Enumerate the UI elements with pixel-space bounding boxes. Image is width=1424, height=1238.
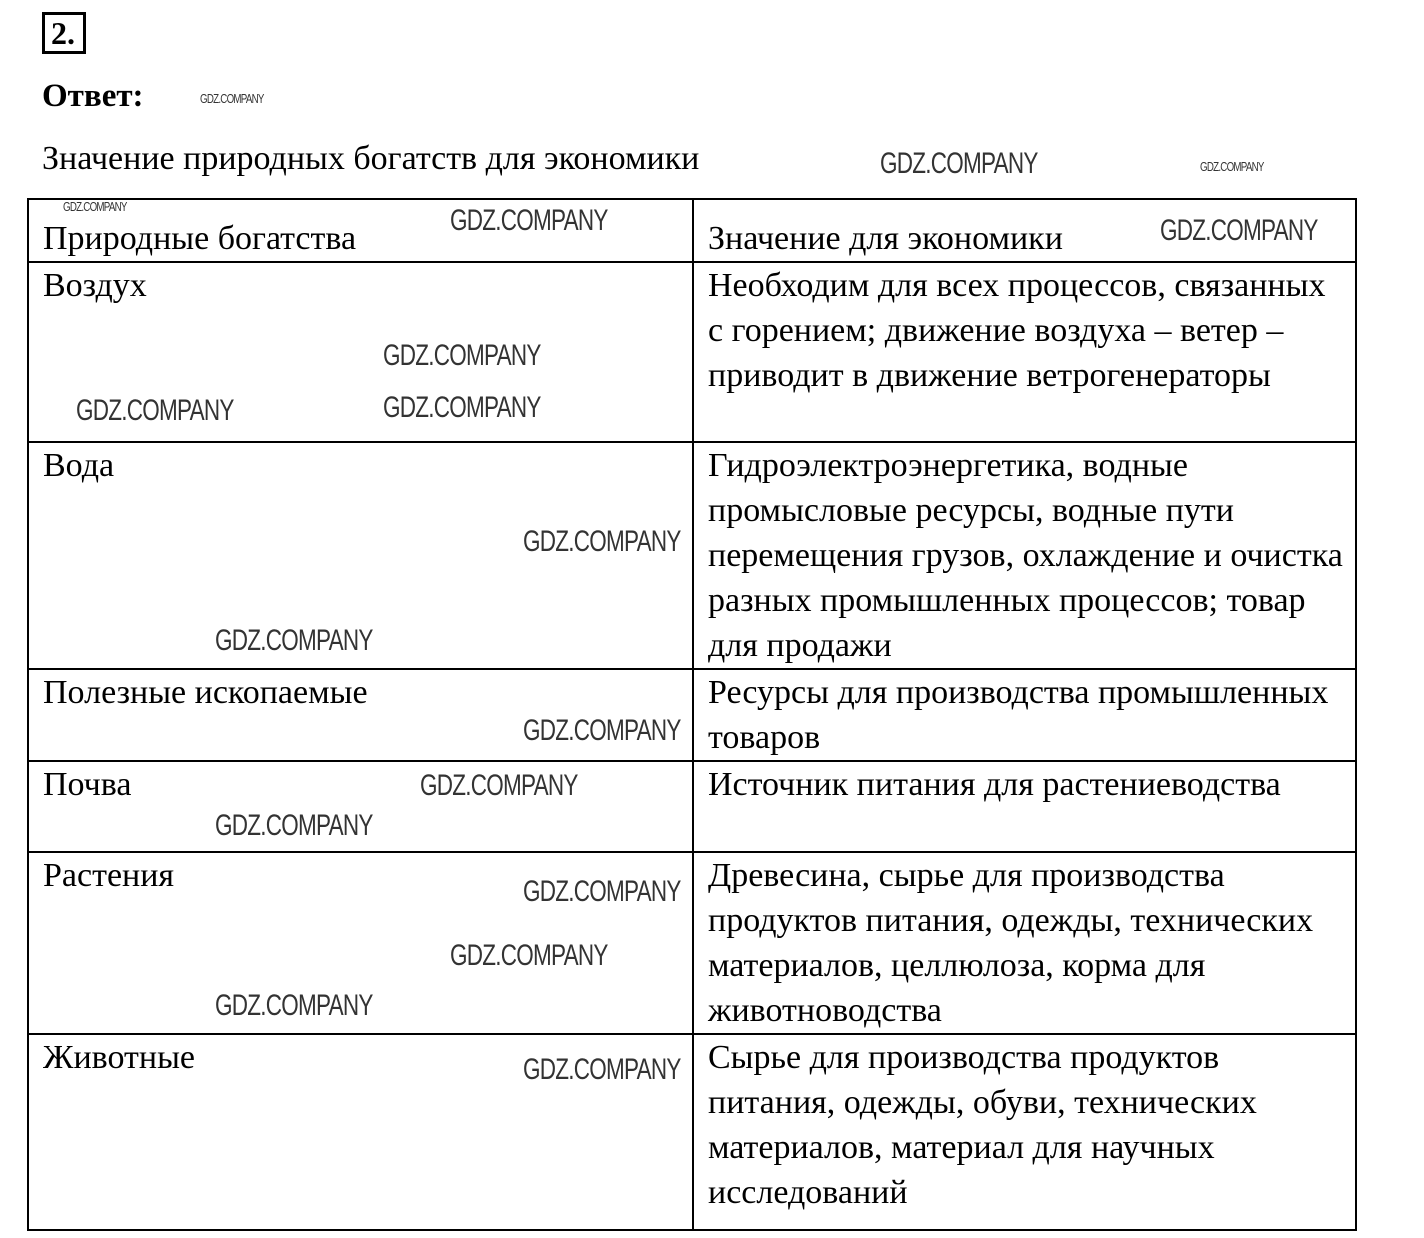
watermark: GDZ.COMPANY	[76, 394, 234, 427]
table-row	[28, 442, 1356, 669]
value-cell: Источник питания для растениеводства	[693, 761, 1356, 852]
table-row	[28, 1034, 1356, 1230]
watermark: GDZ.COMPANY	[450, 204, 608, 237]
watermark: GDZ.COMPANY	[63, 199, 127, 214]
answer-label: Ответ:	[42, 78, 144, 114]
table-header-row	[28, 199, 1356, 262]
table-row	[28, 262, 1356, 442]
resource-cell: Растения	[28, 852, 693, 1034]
table-row	[28, 669, 1356, 761]
header-resource: Природные богатства	[28, 199, 693, 262]
value-cell: Сырье для производства продуктов питания, одежды, обуви, технических материалов, материал для научных исследований	[693, 1034, 1356, 1230]
table-row	[28, 761, 1356, 852]
watermark: GDZ.COMPANY	[523, 525, 681, 558]
watermark: GDZ.COMPANY	[523, 1053, 681, 1086]
watermark: GDZ.COMPANY	[383, 391, 541, 424]
task-number: 2.	[42, 12, 86, 54]
watermark: GDZ.COMPANY	[880, 147, 1038, 180]
watermark: GDZ.COMPANY	[383, 339, 541, 372]
table-row	[28, 852, 1356, 1034]
resource-cell: Животные	[28, 1034, 693, 1230]
watermark: GDZ.COMPANY	[523, 714, 681, 747]
value-cell: Гидроэлектроэнергетика, водные промысловые ресурсы, водные пути перемещения грузов, охлаждение и очистка разных промышленных процессов; товар для продажи	[693, 442, 1356, 669]
watermark: GDZ.COMPANY	[1160, 214, 1318, 247]
watermark: GDZ.COMPANY	[215, 624, 373, 657]
table-title: Значение природных богатств для экономики	[42, 140, 700, 177]
resource-cell: Полезные ископаемые	[28, 669, 693, 761]
watermark: GDZ.COMPANY	[200, 91, 264, 106]
watermark: GDZ.COMPANY	[215, 809, 373, 842]
resource-cell: Воздух	[28, 262, 693, 442]
value-cell: Необходим для всех процессов, связанных с горением; движение воздуха – ветер – приводит в движение ветрогенераторы	[693, 262, 1356, 442]
watermark: GDZ.COMPANY	[420, 769, 578, 802]
resources-table	[27, 198, 1357, 1231]
resource-cell: Почва	[28, 761, 693, 852]
resource-cell: Вода	[28, 442, 693, 669]
watermark: GDZ.COMPANY	[523, 875, 681, 908]
watermark: GDZ.COMPANY	[215, 989, 373, 1022]
header-value: Значение для экономики	[693, 199, 1356, 262]
value-cell: Древесина, сырье для производства продуктов питания, одежды, технических материалов, целлюлоза, корма для животноводства	[693, 852, 1356, 1034]
value-cell: Ресурсы для производства промышленных товаров	[693, 669, 1356, 761]
watermark: GDZ.COMPANY	[450, 939, 608, 972]
watermark: GDZ.COMPANY	[1200, 159, 1264, 174]
